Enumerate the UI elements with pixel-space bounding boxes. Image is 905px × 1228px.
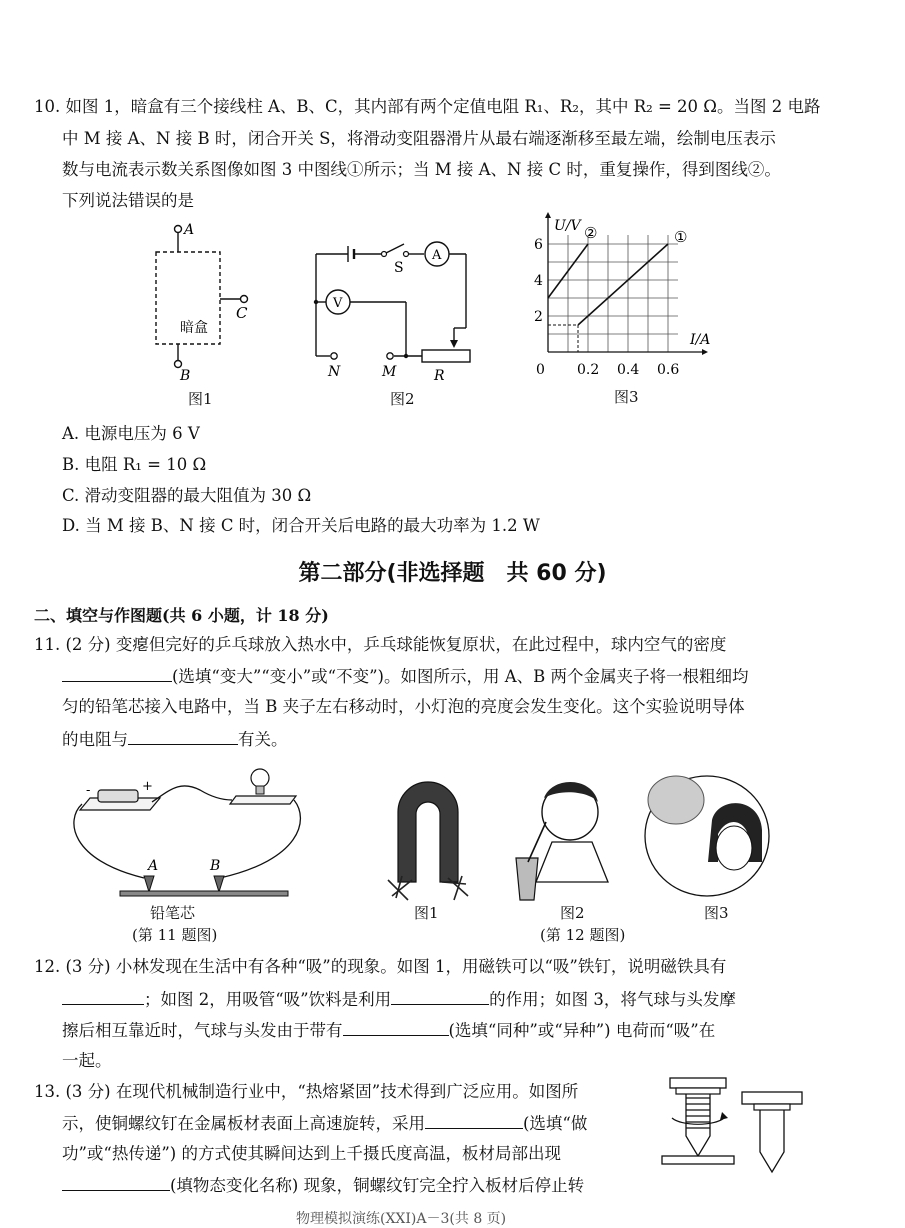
fig2-caption: 图2 xyxy=(390,390,415,408)
q11-fig-caption: (第 11 题图) xyxy=(132,926,218,944)
chart-x-axis-label: I/A xyxy=(690,332,711,348)
fig1-caption: 图1 xyxy=(188,390,213,408)
chart-guide-dashed xyxy=(548,325,578,352)
chart-y-axis-label: U/V xyxy=(554,218,581,234)
q13-line-2-start: 示，使铜螺纹钉在金属板材表面上高速旋转，采用 xyxy=(62,1114,425,1133)
q11-plus: + xyxy=(142,779,153,794)
fig3-caption: 图3 xyxy=(614,388,639,406)
chart-x-tick-0.2: 0.2 xyxy=(577,362,600,378)
q10-figure-3 xyxy=(520,216,730,386)
q13-figure-screws xyxy=(662,1072,832,1182)
q12-figure-2-straw xyxy=(512,772,622,902)
section-two-title: 二、填空与作图题(共 6 小题，计 18 分) xyxy=(34,606,329,625)
q11-line-4-start: 的电阻与 xyxy=(62,730,128,749)
q12-line-3 xyxy=(62,1019,715,1042)
fig2-ammeter-label: A xyxy=(432,248,442,263)
fig1-label-a: A xyxy=(184,222,195,238)
q12-blank-3[interactable] xyxy=(343,1019,449,1036)
fig2-label-m: M xyxy=(382,364,397,380)
chart-x-tick-0.4: 0.4 xyxy=(617,362,640,378)
q13-line-4 xyxy=(62,1174,584,1197)
q12-blank-2[interactable] xyxy=(391,988,489,1005)
q10-option-d: D. 当 M 接 B、N 接 C 时，闭合开关后电路的最大功率为 1.2 W xyxy=(62,516,540,535)
q10-figure-1 xyxy=(140,220,260,390)
q13-blank-2[interactable] xyxy=(62,1174,170,1191)
q11-line-2 xyxy=(62,665,749,688)
fig1-label-b: B xyxy=(180,368,191,384)
chart-x-arrow xyxy=(702,349,708,355)
chart-y-tick-2: 2 xyxy=(534,309,543,325)
q13-line-3: 功”或“热传递”) 的方式使其瞬间达到上千摄氏度高温，板材局部出现 xyxy=(62,1144,561,1163)
q11-minus: - xyxy=(86,783,91,798)
q12-line-2-end: 的作用；如图 3，将气球与头发摩 xyxy=(489,990,736,1009)
q13-line-1: 13. (3 分) 在现代机械制造行业中，“热熔紧固”技术得到广泛应用。如图所 xyxy=(34,1082,579,1101)
q11-line-4 xyxy=(62,728,288,751)
q11-line-4-end: 有关。 xyxy=(238,730,288,749)
q10-line-1: 10. 如图 1，暗盒有三个接线柱 A、B、C，其内部有两个定值电阻 R₁、R₂，其中 R₂ = 20 Ω。当图 2 电路 xyxy=(34,97,821,116)
chart-y-tick-4: 4 xyxy=(534,273,543,289)
q11-line-3: 匀的铅笔芯接入电路中，当 B 夹子左右移动时，小灯泡的亮度会发生变化。这个实验说明导体 xyxy=(62,697,745,716)
q11-label-a: A xyxy=(148,858,159,874)
q12-line-2 xyxy=(62,988,736,1011)
q11-pencil-label: 铅笔芯 xyxy=(150,904,196,922)
q12-caption-2: 图2 xyxy=(560,904,585,922)
fig2-label-r: R xyxy=(434,368,445,384)
q12-line-1: 12. (3 分) 小林发现在生活中有各种“吸”的现象。如图 1，用磁铁可以“吸”铁钉，说明磁铁具有 xyxy=(34,957,727,976)
q10-option-c: C. 滑动变阻器的最大阻值为 30 Ω xyxy=(62,486,312,505)
fig2-voltmeter-label: V xyxy=(333,296,343,311)
q11-blank-1[interactable] xyxy=(62,665,172,682)
q13-line-4-text: (填物态变化名称) 现象，铜螺纹钉完全拧入板材后停止转 xyxy=(170,1176,585,1195)
page-footer: 物理模拟演练(XXI)A－3(共 8 页) xyxy=(296,1211,507,1227)
fig2-switch-label: S xyxy=(394,260,404,276)
q13-line-2 xyxy=(62,1112,587,1135)
q12-caption-3: 图3 xyxy=(704,904,729,922)
q11-label-b: B xyxy=(210,858,221,874)
q11-line-1: 11. (2 分) 变瘪但完好的乒乓球放入热水中，乒乓球能恢复原状，在此过程中，球内空气的密度 xyxy=(34,635,727,654)
fig1-box-label: 暗盒 xyxy=(180,320,208,336)
q12-line-3-end: (选填“同种”或“异种”) 电荷而“吸”在 xyxy=(448,1021,716,1040)
q10-line-2: 中 M 接 A、N 接 B 时，闭合开关 S，将滑动变阻器滑片从最右端逐渐移至最左端，绘制电压表示 xyxy=(62,129,776,148)
q12-line-3-start: 擦后相互靠近时，气球与头发由于带有 xyxy=(62,1021,343,1040)
chart-y-tick-6: 6 xyxy=(534,237,543,253)
q12-fig-caption: (第 12 题图) xyxy=(540,926,626,944)
chart-series-line-1 xyxy=(578,244,668,325)
q12-blank-1[interactable] xyxy=(62,988,144,1005)
q12-figure-1-magnet xyxy=(378,772,478,902)
chart-x-tick-0.6: 0.6 xyxy=(657,362,680,378)
q11-blank-2[interactable] xyxy=(128,728,238,745)
q12-line-4: 一起。 xyxy=(62,1051,112,1070)
q10-option-a: A. 电源电压为 6 V xyxy=(62,424,200,443)
q12-caption-1: 图1 xyxy=(414,904,439,922)
q10-line-3: 数与电流表示数关系图像如图 3 中图线①所示；当 M 接 A、N 接 C 时，重复操作，得到图线②。 xyxy=(62,160,781,179)
q11-line-2-text: (选填“变大”“变小”或“不变”)。如图所示，用 A、B 两个金属夹子将一根粗细均 xyxy=(172,667,749,686)
q10-figure-2 xyxy=(300,232,490,392)
q13-blank-1[interactable] xyxy=(425,1112,523,1129)
q11-figure xyxy=(60,760,300,910)
chart-origin-label: 0 xyxy=(536,362,545,378)
chart-y-arrow xyxy=(545,212,551,218)
q12-figure-3-balloon xyxy=(642,770,772,900)
part-two-title: 第二部分(非选择题 共 60 分) xyxy=(298,561,607,586)
chart-series-label-1: ① xyxy=(674,228,688,246)
chart-series-label-2: ② xyxy=(584,224,598,242)
fig2-label-n: N xyxy=(328,364,341,380)
q12-line-2-mid: ；如图 2，用吸管“吸”饮料是利用 xyxy=(144,990,392,1009)
q10-line-4: 下列说法错误的是 xyxy=(62,191,194,210)
q10-option-b: B. 电阻 R₁ = 10 Ω xyxy=(62,455,207,474)
fig1-label-c: C xyxy=(236,304,248,322)
q13-line-2-end: (选填“做 xyxy=(523,1114,588,1133)
